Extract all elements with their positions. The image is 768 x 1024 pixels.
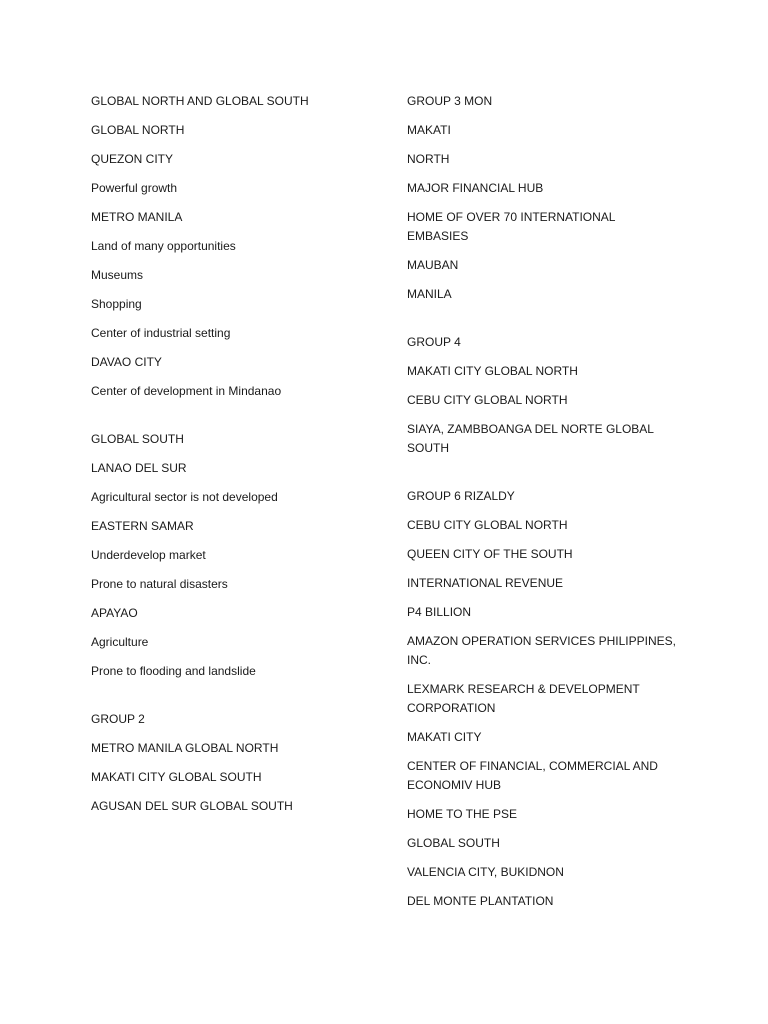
- list-item: AMAZON OPERATION SERVICES PHILIPPINES, INC.: [407, 634, 676, 667]
- list-item: Center of development in Mindanao: [91, 384, 282, 398]
- subheading-global-north: GLOBAL NORTH: [91, 123, 185, 137]
- heading-global-north-and-south: GLOBAL NORTH AND GLOBAL SOUTH: [91, 94, 309, 108]
- list-item: AGUSAN DEL SUR GLOBAL SOUTH: [91, 799, 293, 813]
- list-item: CEBU CITY GLOBAL NORTH: [407, 393, 568, 407]
- heading-group-2: GROUP 2: [91, 712, 145, 726]
- list-item: Center of industrial setting: [91, 326, 231, 340]
- list-item: GLOBAL SOUTH: [407, 836, 500, 850]
- list-item: HOME OF OVER 70 INTERNATIONAL EMBASIES: [407, 210, 616, 243]
- heading-group-6: GROUP 6 RIZALDY: [407, 489, 515, 503]
- list-item: Shopping: [91, 297, 142, 311]
- list-item: Agricultural sector is not developed: [91, 490, 278, 504]
- list-item: DEL MONTE PLANTATION: [407, 894, 554, 908]
- list-item: Land of many opportunities: [91, 239, 236, 253]
- list-item: Museums: [91, 268, 144, 282]
- list-item: HOME TO THE PSE: [407, 807, 518, 821]
- list-item: METRO MANILA: [91, 210, 183, 224]
- list-item: MAKATI: [407, 123, 451, 137]
- right-column: [407, 92, 677, 921]
- list-item: MAKATI CITY: [407, 730, 482, 744]
- list-item: CENTER OF FINANCIAL, COMMERCIAL AND ECONOMIV HUB: [407, 759, 658, 792]
- list-item: SIAYA, ZAMBBOANGA DEL NORTE GLOBAL SOUTH: [407, 422, 654, 455]
- list-item: DAVAO CITY: [91, 355, 162, 369]
- heading-group-4: GROUP 4: [407, 335, 461, 349]
- left-column: [91, 92, 381, 826]
- list-item: Agriculture: [91, 635, 149, 649]
- list-item: MANILA: [407, 287, 452, 301]
- list-item: METRO MANILA GLOBAL NORTH: [91, 741, 279, 755]
- list-item: LEXMARK RESEARCH & DEVELOPMENT CORPORATION: [407, 682, 640, 715]
- list-item: NORTH: [407, 152, 450, 166]
- list-item: EASTERN SAMAR: [91, 519, 194, 533]
- list-item: Powerful growth: [91, 181, 178, 195]
- list-item: LANAO DEL SUR: [91, 461, 187, 475]
- list-item: MAKATI CITY GLOBAL SOUTH: [91, 770, 262, 784]
- list-item: P4 BILLION: [407, 605, 472, 619]
- list-item: MAUBAN: [407, 258, 459, 272]
- list-item: Prone to natural disasters: [91, 577, 228, 591]
- list-item: VALENCIA CITY, BUKIDNON: [407, 865, 564, 879]
- list-item: MAJOR FINANCIAL HUB: [407, 181, 544, 195]
- list-item: Prone to flooding and landslide: [91, 664, 256, 678]
- list-item: INTERNATIONAL REVENUE: [407, 576, 564, 590]
- list-item: CEBU CITY GLOBAL NORTH: [407, 518, 568, 532]
- list-item: APAYAO: [91, 606, 138, 620]
- list-item: Underdevelop market: [91, 548, 206, 562]
- subheading-global-south: GLOBAL SOUTH: [91, 432, 184, 446]
- list-item: QUEEN CITY OF THE SOUTH: [407, 547, 573, 561]
- heading-group-3: GROUP 3 MON: [407, 94, 493, 108]
- list-item: QUEZON CITY: [91, 152, 174, 166]
- list-item: MAKATI CITY GLOBAL NORTH: [407, 364, 578, 378]
